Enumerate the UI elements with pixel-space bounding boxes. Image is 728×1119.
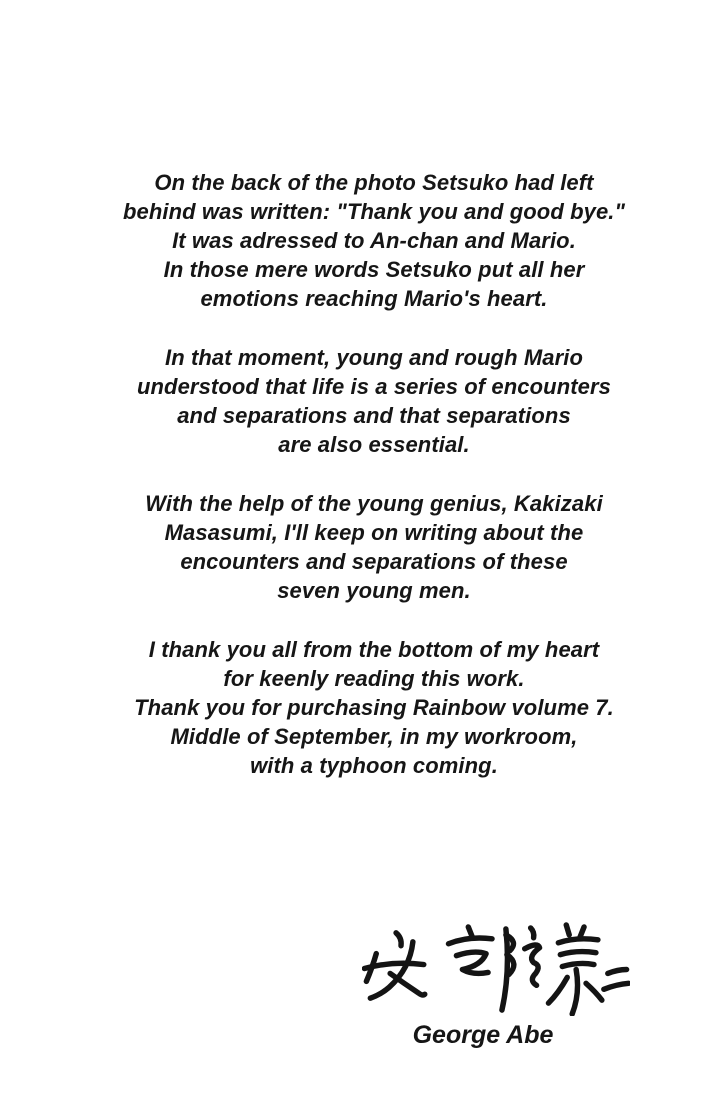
author-signature <box>362 922 630 1050</box>
afterword-line: Middle of September, in my workroom, <box>170 724 578 749</box>
afterword-line: It was adressed to An-chan and Mario. <box>172 228 576 253</box>
afterword-line: are also essential. <box>278 432 470 457</box>
afterword-line: emotions reaching Mario's heart. <box>200 286 548 311</box>
afterword-line: understood that life is a series of encounters <box>136 374 612 399</box>
afterword-line: On the back of the photo Setsuko had left <box>154 170 594 195</box>
afterword-line: Thank you for purchasing Rainbow volume 7. <box>134 695 614 720</box>
afterword-text <box>64 168 684 780</box>
afterword-line: with a typhoon coming. <box>250 753 498 778</box>
afterword-line: for keenly reading this work. <box>223 666 525 691</box>
afterword-line: and separations and that separations <box>177 403 571 428</box>
afterword-line: Masasumi, I'll keep on writing about the <box>164 520 584 545</box>
afterword-line: With the help of the young genius, Kakizaki <box>145 491 603 516</box>
author-name: George Abe <box>412 1021 554 1049</box>
afterword-line: behind was written: "Thank you and good bye." <box>122 199 626 224</box>
afterword-paragraph <box>64 489 684 605</box>
afterword-paragraph <box>64 635 684 780</box>
afterword-paragraph <box>64 168 684 313</box>
kanji-signature-calligraphy <box>362 922 630 1016</box>
afterword-line: I thank you all from the bottom of my heart <box>148 637 600 662</box>
afterword-line: seven young men. <box>277 578 471 603</box>
afterword-line: In that moment, young and rough Mario <box>164 345 583 370</box>
afterword-line: In those mere words Setsuko put all her <box>163 257 585 282</box>
afterword-paragraph <box>64 343 684 459</box>
afterword-line: encounters and separations of these <box>180 549 568 574</box>
